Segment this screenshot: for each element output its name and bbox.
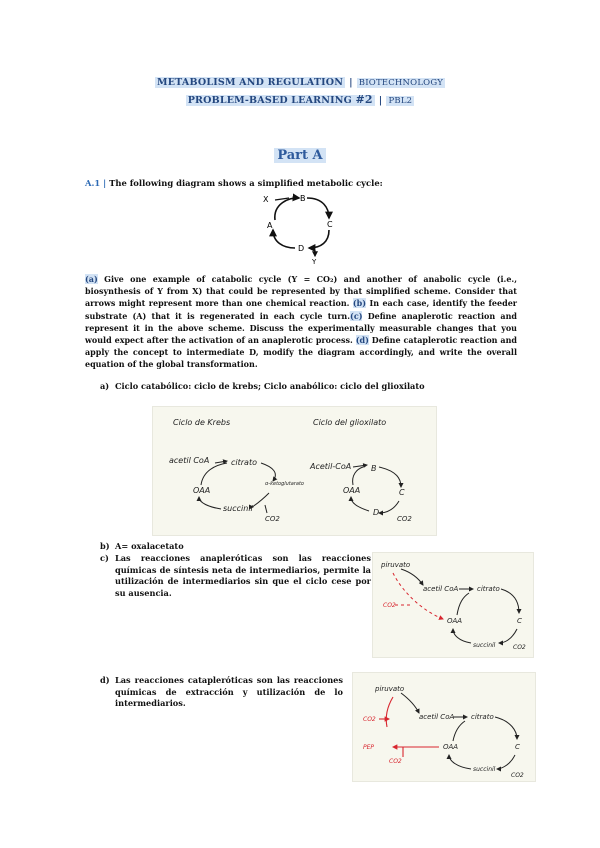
sketch-anaplerotic: [372, 552, 534, 658]
course-title: METABOLISM AND REGULATION: [157, 77, 344, 88]
sketch3-succinil: succinil: [473, 766, 496, 773]
sketch3-oaa: OAA: [443, 743, 459, 751]
sketch1-d: D: [373, 508, 380, 517]
part-a-tag: (a): [85, 274, 98, 284]
sketch3-piruvato: piruvato: [375, 685, 405, 693]
sketch1-succinil: succinil: [223, 504, 253, 513]
sketch1-acetil-coa-2: Acetil-CoA: [310, 462, 352, 471]
sketch1-alfa-kg: α-ketoglutarato: [265, 481, 304, 487]
doc-header-line2: [0, 93, 600, 106]
degree-name: BIOTECHNOLOGY: [358, 78, 443, 88]
sketch-cataplerotic: [352, 672, 536, 782]
sketch2-co2: CO2: [513, 644, 526, 651]
sketch3-acetil-coa: acetil CoA: [419, 713, 455, 721]
sketch2-succinil: succinil: [473, 642, 496, 649]
sketch-krebs-glyoxylate-drawing: [153, 407, 436, 535]
header-separator: |: [378, 95, 383, 106]
sketch3-citrato: citrato: [471, 713, 494, 721]
sketch1-acetil-coa: acetil CoA: [169, 456, 210, 465]
diagram-label-y: Y: [312, 258, 317, 264]
part-b-tag: (b): [352, 298, 367, 309]
sketch1-co2-2: CO2: [397, 515, 412, 523]
diagram-label-d: D: [298, 244, 305, 253]
sketch3-pep: PEP: [363, 744, 375, 751]
sketch1-oaa: OAA: [193, 486, 211, 495]
answer-a-label: a): [100, 381, 110, 391]
sketch2-piruvato: piruvato: [381, 561, 411, 569]
sketch-cataplerotic-drawing: [353, 673, 535, 781]
answer-d-label: d): [100, 675, 110, 685]
part-title: Part A: [0, 148, 600, 163]
answer-c-text: Las reacciones anapleróticas son las reacciones químicas de síntesis neta de intermediarios, permite la utilización de intermediarios sin que el ciclo cese por su ausencia.: [115, 553, 371, 598]
part-c-tag: (c): [350, 310, 363, 321]
sketch2-oaa: OAA: [447, 617, 463, 625]
sketch1-oaa-2: OAA: [343, 486, 361, 495]
diagram-label-b: B: [300, 194, 306, 203]
sketch2-c: C: [517, 617, 522, 625]
sketch2-acetil-coa: acetil CoA: [423, 585, 459, 593]
diagram-label-a: A: [267, 221, 273, 230]
sketch-krebs-glyoxylate: [152, 406, 437, 536]
sketch1-co2: CO2: [265, 515, 280, 523]
answer-b-label: b): [100, 541, 110, 551]
answer-b-text: A= oxalacetato: [115, 541, 184, 551]
sketch2-citrato: citrato: [477, 585, 500, 593]
sketch1-title-left: Ciclo de Krebs: [173, 418, 231, 427]
diagram-label-x: X: [263, 195, 269, 204]
pbl-number: #2: [355, 93, 373, 106]
part-d-tag: (d): [355, 335, 369, 346]
diagram-label-c: C: [327, 220, 333, 229]
sketch3-co2: CO2: [511, 772, 524, 779]
question-intro: [85, 177, 383, 189]
sketch3-co2-red-2: CO2: [389, 758, 402, 765]
pbl-label: PROBLEM-BASED LEARNING #2: [187, 93, 373, 106]
sketch2-co2-red: CO2: [383, 602, 396, 609]
sketch1-citrato: citrato: [231, 458, 257, 467]
sketch1-c: C: [399, 488, 405, 497]
answer-c-label: c): [100, 553, 109, 563]
pbl-code: PBL2: [388, 96, 413, 106]
answer-a-text: Ciclo catabólico: ciclo de krebs; Ciclo anabólico: ciclo del glioxilato: [115, 381, 425, 391]
sketch3-co2-red: CO2: [363, 716, 376, 723]
sketch1-title-right: Ciclo del glioxilato: [313, 418, 387, 427]
header-separator: |: [349, 77, 353, 88]
question-body: (a) Give one example of catabolic cycle (Y = CO₂) and another of anabolic cycle (i.e., biosynthesis of Y from X) that could be represented by that simplified scheme. Consider that arrows might represent more than one chemical reaction. (b) In each case, identify the feeder substrate (A) that it is regenerated in each cycle turn.(c) Define anaplerotic reaction and represent it in the above scheme. Discuss the experimentally measurable changes that you would expect after the activation of an anaplerotic process. (d) Define cataplerotic reaction and apply the concept to intermediate D, modify the diagram accordingly, and write the overall equation of the global transformation.: [85, 274, 518, 370]
question-id: A.1 |: [85, 178, 107, 188]
metabolic-cycle-diagram: [255, 192, 345, 264]
doc-header-line1: [0, 77, 600, 88]
sketch-anaplerotic-drawing: [373, 553, 533, 657]
sketch3-c: C: [515, 743, 520, 751]
sketch1-b: B: [371, 464, 377, 473]
answer-d: [100, 675, 345, 715]
answer-a: [100, 381, 500, 395]
question-intro-text: The following diagram shows a simplified metabolic cycle:: [109, 178, 383, 188]
answer-d-text: Las reacciones catapleróticas son las reacciones químicas de extracción y utilización de lo intermediarios.: [115, 675, 343, 708]
answer-c: [100, 553, 372, 598]
